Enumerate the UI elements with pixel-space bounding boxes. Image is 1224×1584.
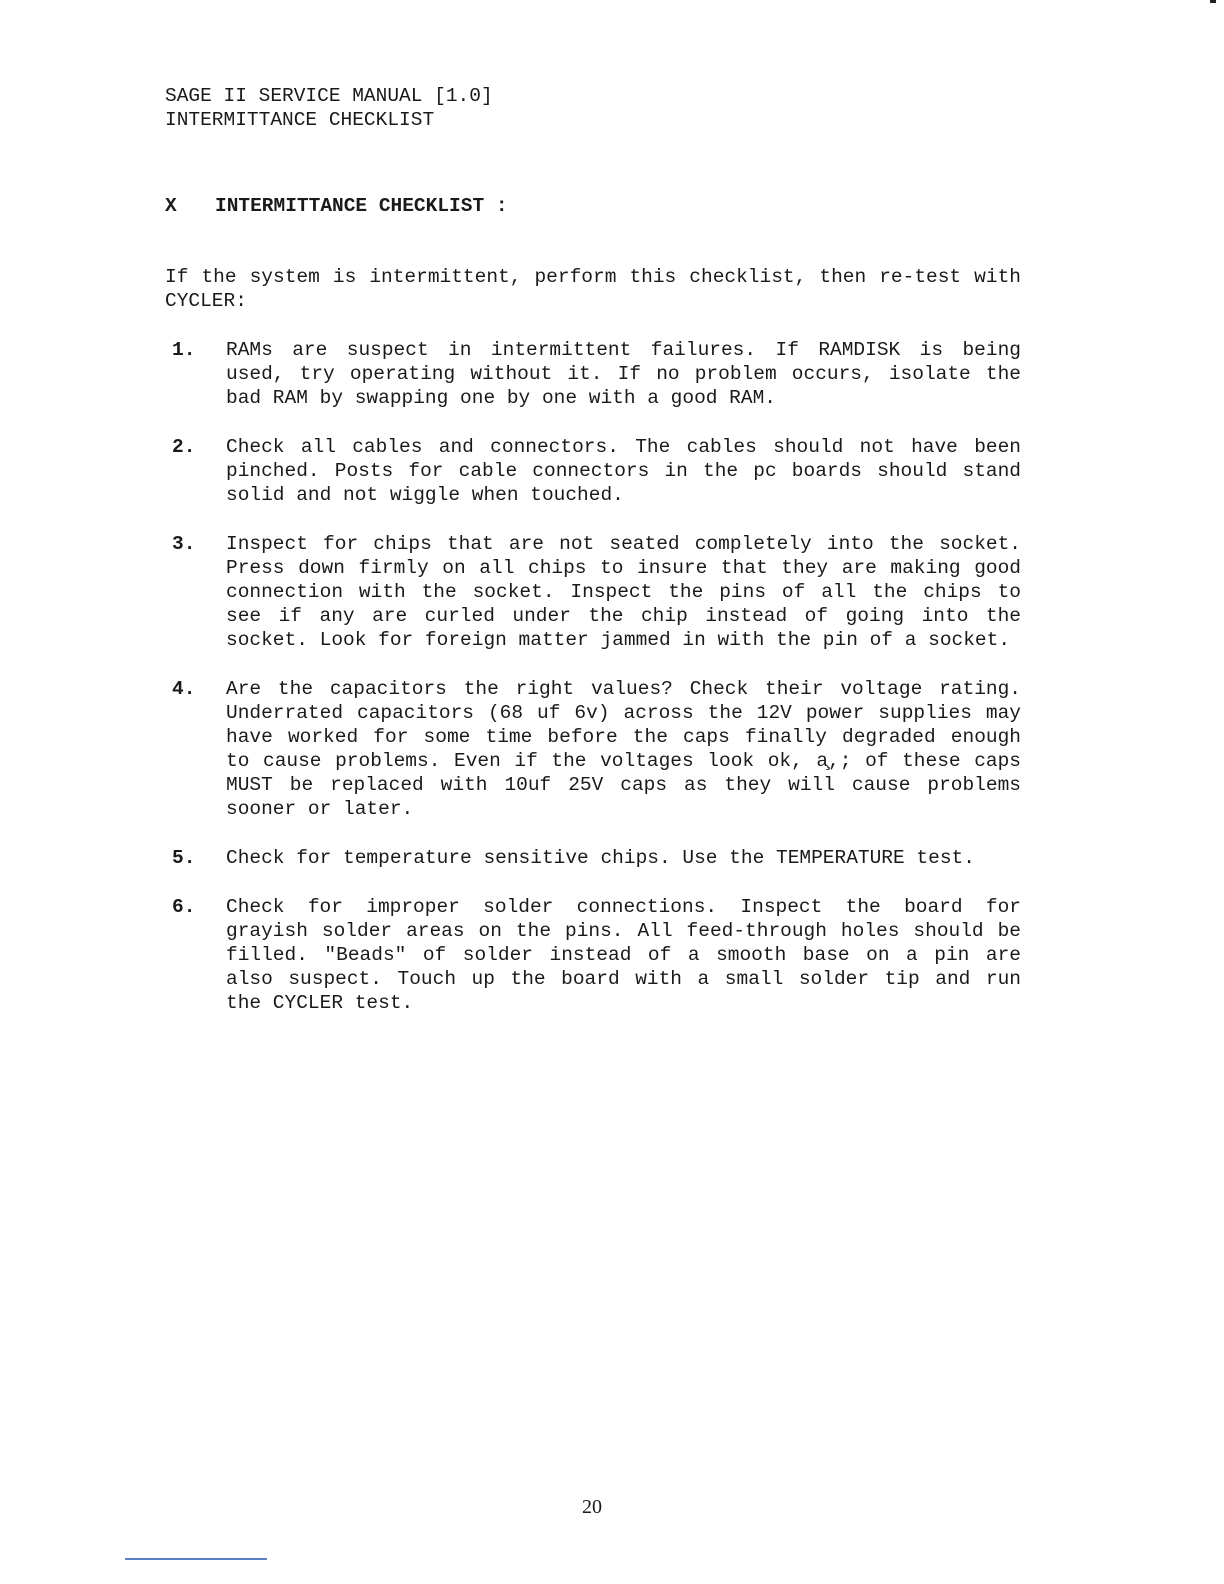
- section-title: INTERMITTANCE CHECKLIST :: [215, 195, 508, 217]
- checklist-item: [165, 895, 1021, 1015]
- item-number: 5.: [172, 847, 196, 869]
- item-text: Are the capacitors the right values? Check their voltage rating. Underrated capacitors (68 uf 6v) across the 12V power supplies may have worked for some time before the caps finally degraded enough to cause problems. Even if the voltages look ok, a̧,; of these caps MUST be replaced with 10uf 25V caps as they will cause problems sooner or later.: [226, 678, 1021, 820]
- item-number: 1.: [172, 339, 196, 361]
- checklist-item: [165, 846, 1021, 870]
- intro-paragraph: If the system is intermittent, perform this checklist, then re-test with CYCLER:: [165, 266, 1021, 312]
- checklist-item: [165, 532, 1021, 652]
- page-number: 20: [582, 1496, 602, 1518]
- item-text: Check for temperature sensitive chips. Use the TEMPERATURE test.: [226, 847, 975, 869]
- checklist: [165, 338, 1021, 1015]
- item-text: Inspect for chips that are not seated completely into the socket. Press down firmly on all chips to insure that they are making good connection with the socket. Inspect the pins of all the chips to see if any are curled under the chip instead of going into the socket. Look for foreign matter jammed in with the pin of a socket.: [226, 533, 1021, 651]
- header-chapter-title: INTERMITTANCE CHECKLIST: [165, 109, 435, 131]
- section-number: X: [165, 195, 177, 217]
- checklist-item: [165, 435, 1021, 507]
- checklist-item: [165, 338, 1021, 410]
- item-number: 3.: [172, 533, 196, 555]
- item-text: Check for improper solder connections. Inspect the board for grayish solder areas on the pins. All feed-through holes should be filled. "Beads" of solder instead of a smooth base on a pin are also suspect. Touch up the board with a small solder tip and run the CYCLER test.: [226, 896, 1021, 1014]
- section-heading: [165, 193, 508, 219]
- scan-mark: [1210, 0, 1216, 3]
- checklist-item: [165, 677, 1021, 821]
- item-number: 4.: [172, 678, 196, 700]
- item-text: RAMs are suspect in intermittent failures. If RAMDISK is being used, try operating without it. If no problem occurs, isolate the bad RAM by swapping one by one with a good RAM.: [226, 339, 1021, 409]
- item-number: 2.: [172, 436, 196, 458]
- header-manual-title: SAGE II SERVICE MANUAL [1.0]: [165, 85, 493, 107]
- item-number: 6.: [172, 896, 196, 918]
- footer-divider: [125, 1558, 267, 1560]
- running-header: [165, 84, 493, 132]
- item-text: Check all cables and connectors. The cables should not have been pinched. Posts for cable connectors in the pc boards should stand solid and not wiggle when touched.: [226, 436, 1021, 506]
